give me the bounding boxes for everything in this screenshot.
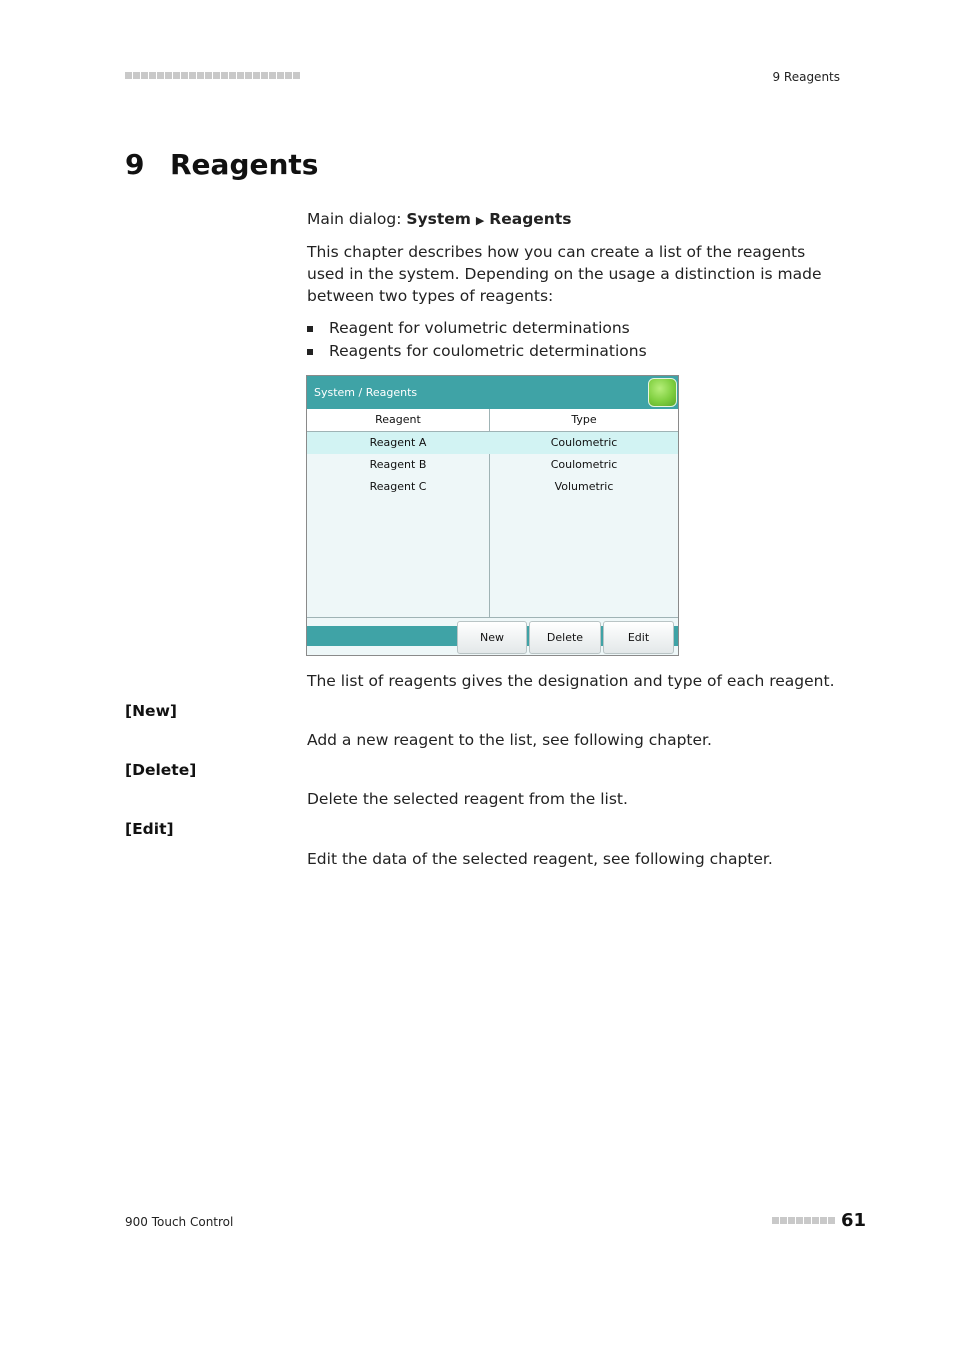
list-item-text: Reagent for volumetric determinations xyxy=(329,319,630,337)
breadcrumb-item-system: System xyxy=(406,210,471,228)
bullet-icon xyxy=(307,349,313,355)
running-header-section: 9 Reagents xyxy=(772,70,840,84)
reagents-screen xyxy=(306,375,679,656)
type-cell: Coulometric xyxy=(550,436,618,449)
header-decoration xyxy=(125,72,300,79)
term-delete: [Delete] xyxy=(125,761,197,779)
reagent-cell: Reagent B xyxy=(369,458,427,471)
list-item xyxy=(307,317,647,340)
screen-titlebar xyxy=(307,376,678,409)
reagent-cell: Reagent A xyxy=(369,436,427,449)
column-header-reagent[interactable]: Reagent xyxy=(307,409,489,432)
footer-page xyxy=(700,1210,866,1231)
column-header-type[interactable]: Type xyxy=(490,409,678,432)
edit-button[interactable]: Edit xyxy=(603,621,674,654)
list-item xyxy=(307,340,647,363)
table-row[interactable] xyxy=(307,432,678,454)
new-button[interactable]: New xyxy=(457,621,527,654)
term-edit: [Edit] xyxy=(125,820,174,838)
breadcrumb-separator: ▶ xyxy=(475,214,485,227)
page-number: 61 xyxy=(840,1210,866,1231)
description-edit: Edit the data of the selected reagent, see following chapter. xyxy=(307,850,773,868)
footer-product: 900 Touch Control xyxy=(125,1215,234,1229)
list-item-text: Reagents for coulometric determinations xyxy=(329,342,647,360)
term-new: [New] xyxy=(125,702,177,720)
description-delete: Delete the selected reagent from the list. xyxy=(307,790,628,808)
table-row[interactable] xyxy=(307,476,678,498)
home-button[interactable] xyxy=(648,378,677,407)
chapter-title-text: Reagents xyxy=(170,148,319,181)
screen-caption: The list of reagents gives the designation and type of each reagent. xyxy=(307,672,835,690)
type-cell: Coulometric xyxy=(550,458,618,471)
list-divider xyxy=(307,617,678,618)
reagent-cell: Reagent C xyxy=(369,480,427,493)
delete-button[interactable]: Delete xyxy=(529,621,601,654)
chapter-number: 9 xyxy=(125,148,145,181)
type-cell: Volumetric xyxy=(554,480,614,493)
screen-title: System / Reagents xyxy=(314,386,418,399)
breadcrumb-item-reagents: Reagents xyxy=(489,210,572,228)
table-row[interactable] xyxy=(307,454,678,476)
footer-decoration xyxy=(772,1217,835,1224)
chapter-title xyxy=(125,148,318,181)
intro-paragraph: This chapter describes how you can create a list of the reagents used in the system. Depending on the usage a distinction is made between two types of reagents: xyxy=(307,243,822,305)
breadcrumb-prefix: Main dialog: xyxy=(307,210,407,228)
bullet-list xyxy=(307,317,647,363)
bullet-icon xyxy=(307,326,313,332)
description-new: Add a new reagent to the list, see following chapter. xyxy=(307,731,712,749)
breadcrumb xyxy=(307,208,837,232)
